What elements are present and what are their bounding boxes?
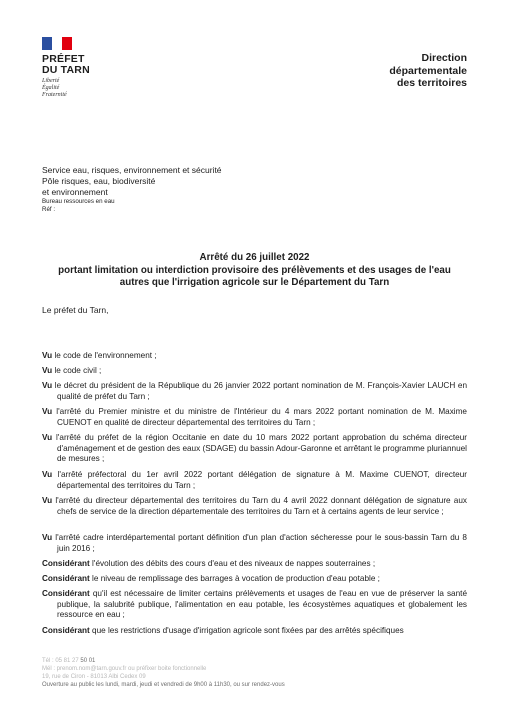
visa-item: [42, 366, 467, 377]
pole-name-line1: Pôle risques, eau, biodiversité: [42, 176, 156, 186]
footer-phone-suffix: 50 01: [80, 658, 96, 664]
visa-keyword: Vu: [42, 533, 53, 542]
visa-item: [42, 381, 467, 402]
visa-keyword: Considérant: [42, 626, 90, 635]
visa-text: l'évolution des débits des cours d'eau et des niveaux de nappes souterraines ;: [89, 559, 376, 568]
visa-item: [42, 559, 467, 570]
devise-liberte: Liberté: [42, 78, 60, 84]
footer-contact: [42, 657, 422, 689]
bureau-name: Bureau ressources en eau: [42, 198, 115, 205]
visa-text: l'arrêté du directeur départemental des territoires du Tarn du 4 avril 2022 donnant délégation de signature aux chefs de service de la direction départementale des territoires du Tarn et à certains agents de leur service ;: [52, 496, 467, 516]
footer-address: 19, rue de Ciron - 81013 Albi Cedex 09: [42, 674, 146, 680]
visa-text: le décret du président de la République du 26 janvier 2022 portant nomination de M. François-Xavier LAUCH en qualité de préfet du Tarn ;: [52, 381, 467, 401]
visa-keyword: Vu: [42, 366, 53, 375]
visa-text: le code de l'environnement ;: [52, 351, 157, 360]
tricolor-flag-icon: [42, 37, 72, 50]
visa-keyword: Vu: [42, 381, 53, 390]
pole-name-line2: et environnement: [42, 187, 108, 197]
visa-keyword: Vu: [42, 351, 53, 360]
visa-keyword: Considérant: [42, 589, 90, 598]
visa-text: l'arrêté cadre interdépartemental portant définition d'un plan d'action sécheresse pour le sous-bassin Tarn du 8 juin 2016 ;: [52, 533, 467, 553]
visa-item: [42, 470, 467, 491]
devise: [42, 78, 162, 99]
visa-item: [42, 407, 467, 428]
visa-keyword: Considérant: [42, 574, 90, 583]
decree-title-line3: autres que l'irrigation agricole sur le Département du Tarn: [119, 277, 390, 288]
footer-phone-prefix: Tél : 05 81 27: [42, 658, 81, 664]
decree-title-line2: portant limitation ou interdiction provisoire des prélèvements et des usages de l'eau: [58, 264, 451, 276]
footer-phone: [42, 657, 422, 665]
logo-org-line2: DU TARN: [42, 64, 90, 76]
visa-text: l'arrêté du Premier ministre et du ministre de l'Intérieur du 4 mars 2022 portant nomination de M. Maxime CUENOT en qualité de directeur départemental des territoires du Tarn ;: [52, 407, 467, 427]
prefet-salutation: Le préfet du Tarn,: [42, 305, 109, 315]
footer-email: Mél : prenom.nom@tarn.gouv.fr ou préfixer boite fonctionnelle: [42, 666, 207, 672]
visa-text: le code civil ;: [52, 366, 102, 375]
reference: Réf :: [42, 206, 56, 213]
visa-text: l'arrêté préfectoral du 1er avril 2022 portant délégation de signature à M. Maxime CUENOT, directeur départemental des territoires du Tarn ;: [52, 470, 467, 490]
visa-item: [42, 433, 467, 465]
direction-block: [389, 52, 467, 90]
devise-fraternite: Fraternité: [42, 92, 67, 98]
visa-item: [42, 626, 467, 637]
visa-text: que les restrictions d'usage d'irrigation agricole sont fixées par des arrêtés spécifiques: [89, 626, 404, 635]
visa-item: [42, 589, 467, 621]
service-block: [42, 165, 342, 214]
decree-title-line1: Arrêté du 26 juillet 2022: [199, 252, 310, 263]
service-name: Service eau, risques, environnement et sécurité: [42, 165, 222, 175]
visa-keyword: Considérant: [42, 559, 90, 568]
visa-keyword: Vu: [42, 496, 53, 505]
direction-line3: des territoires: [396, 77, 467, 89]
visa-item: [42, 533, 467, 554]
direction-line1: Direction: [421, 52, 467, 64]
visa-text: qu'il est nécessaire de limiter certains prélèvements et usages de l'eau en vue de préserver la santé publique, la salubrité publique, l'alimentation en eau potable, les écosystèmes aquatiques et globalement les ressource en eau ;: [57, 589, 467, 619]
visa-item: [42, 496, 467, 517]
visa-text: l'arrêté du préfet de la région Occitanie en date du 10 mars 2022 portant approbation du schéma directeur d'aménagement et de gestion des eaux (SDAGE) du bassin Adour-Garonne et arrêtant le programme pluriannuel de mesures ;: [52, 433, 467, 463]
footer-hours: Ouverture au public les lundi, mardi, jeudi et vendredi de 9h00 à 11h30, ou sur rendez-vous: [42, 682, 285, 688]
prefet-logo: [42, 37, 162, 99]
logo-org-line1: PRÉFET: [42, 53, 85, 65]
visa-text: le niveau de remplissage des barrages à vocation de production d'eau potable ;: [89, 574, 380, 583]
visa-item: [42, 351, 467, 362]
visa-keyword: Vu: [42, 470, 53, 479]
direction-line2: départementale: [389, 64, 467, 77]
visa-keyword: Vu: [42, 407, 53, 416]
visa-item: [42, 574, 467, 585]
devise-egalite: Égalité: [42, 85, 60, 91]
decree-title: [30, 252, 479, 290]
visa-keyword: Vu: [42, 433, 53, 442]
